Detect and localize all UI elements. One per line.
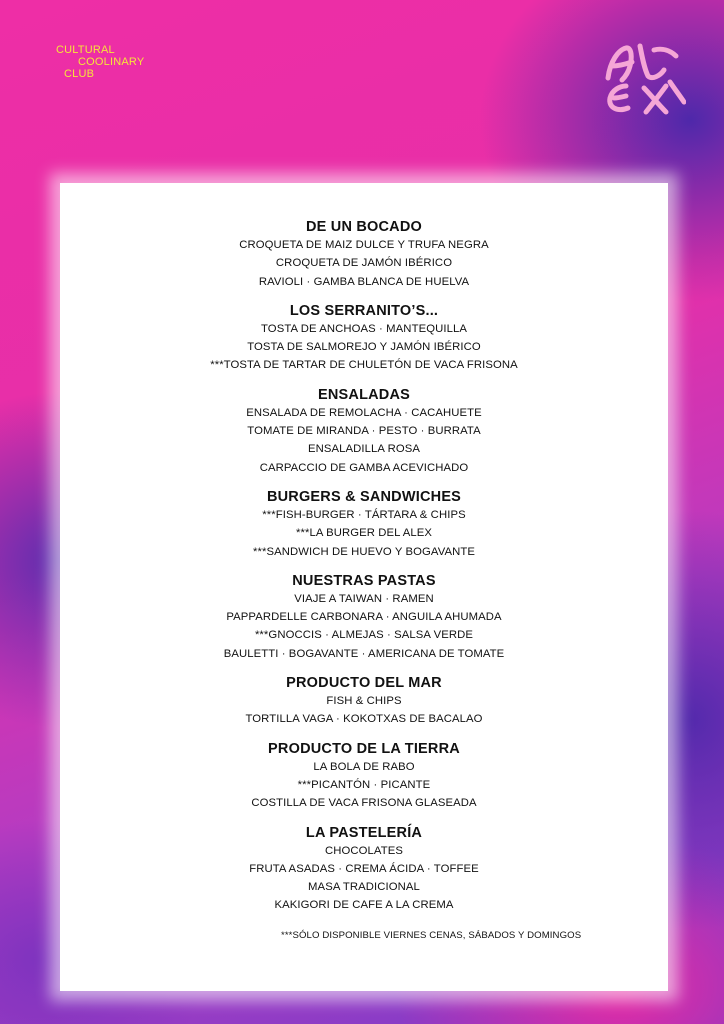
menu-item: ***SANDWICH DE HUEVO Y BOGAVANTE	[252, 545, 476, 558]
menu-item: BAULETTI · BOGAVANTE · AMERICANA DE TOMATE	[223, 647, 505, 660]
alex-script-logo-icon	[600, 42, 686, 118]
section-title: NUESTRAS PASTAS	[292, 572, 436, 589]
section-title: ENSALADAS	[317, 386, 411, 403]
menu-section	[60, 488, 668, 561]
menu-item: CROQUETA DE MAIZ DULCE Y TRUFA NEGRA	[239, 239, 489, 251]
menu-item: CARPACCIO DE GAMBA ACEVICHADO	[259, 461, 469, 474]
menu-card	[60, 183, 668, 991]
menu-item: ***LA BURGER DEL ALEX	[295, 527, 433, 540]
menu-item: ENSALADILLA ROSA	[307, 443, 421, 456]
menu-item: PAPPARDELLE CARBONARA · ANGUILA AHUMADA	[226, 611, 502, 624]
menu-section	[60, 824, 668, 915]
menu-item: CHOCOLATES	[325, 844, 403, 857]
menu-list	[60, 218, 668, 926]
menu-item: KAKIGORI DE CAFE A LA CREMA	[274, 899, 454, 912]
menu-section	[60, 386, 668, 477]
brand-line-1: CULTURAL	[56, 44, 115, 56]
menu-item: ***PICANTÓN · PICANTE	[297, 778, 431, 791]
menu-item: ***FISH-BURGER · TÁRTARA & CHIPS	[262, 508, 466, 521]
section-title: PRODUCTO DE LA TIERRA	[268, 740, 460, 757]
section-title: DE UN BOCADO	[306, 219, 422, 235]
menu-item: TOSTA DE SALMOREJO Y JAMÓN IBÉRICO	[247, 341, 481, 354]
section-title: LOS SERRANITO’S...	[289, 302, 439, 319]
section-title: LA PASTELERÍA	[305, 824, 423, 841]
menu-section	[60, 218, 668, 291]
menu-item: FRUTA ASADAS · CREMA ÁCIDA · TOFFEE	[249, 862, 479, 875]
menu-item: ENSALADA DE REMOLACHA · CACAHUETE	[246, 406, 482, 419]
menu-item: ***TOSTA DE TARTAR DE CHULETÓN DE VACA FRISONA	[210, 359, 518, 372]
menu-section	[60, 572, 668, 663]
menu-item: FISH & CHIPS	[326, 695, 402, 708]
menu-item: ***GNOCCIS · ALMEJAS · SALSA VERDE	[254, 629, 474, 642]
menu-item: TOMATE DE MIRANDA · PESTO · BURRATA	[247, 425, 481, 438]
menu-item: COSTILLA DE VACA FRISONA GLASEADA	[251, 797, 477, 810]
brand-line-3: CLUB	[64, 68, 95, 80]
menu-item: CROQUETA DE JAMÓN IBÉRICO	[275, 257, 453, 270]
menu-item: TORTILLA VAGA · KOKOTXAS DE BACALAO	[245, 713, 483, 726]
brand-wordmark	[56, 44, 144, 80]
brand-line-2: COOLINARY	[78, 56, 145, 68]
menu-item: RAVIOLI · GAMBA BLANCA DE HUELVA	[258, 275, 470, 288]
menu-section	[60, 302, 668, 375]
menu-section	[60, 740, 668, 813]
availability-footnote: ***SÓLO DISPONIBLE VIERNES CENAS, SÁBADOS Y DOMINGOS	[281, 930, 582, 941]
menu-item: VIAJE A TAIWAN · RAMEN	[294, 592, 434, 605]
menu-item: MASA TRADICIONAL	[308, 881, 420, 894]
section-title: PRODUCTO DEL MAR	[286, 675, 442, 692]
menu-item: TOSTA DE ANCHOAS · MANTEQUILLA	[261, 322, 467, 335]
section-title: BURGERS & SANDWICHES	[266, 488, 462, 505]
menu-section	[60, 674, 668, 729]
menu-item: LA BOLA DE RABO	[313, 760, 415, 773]
